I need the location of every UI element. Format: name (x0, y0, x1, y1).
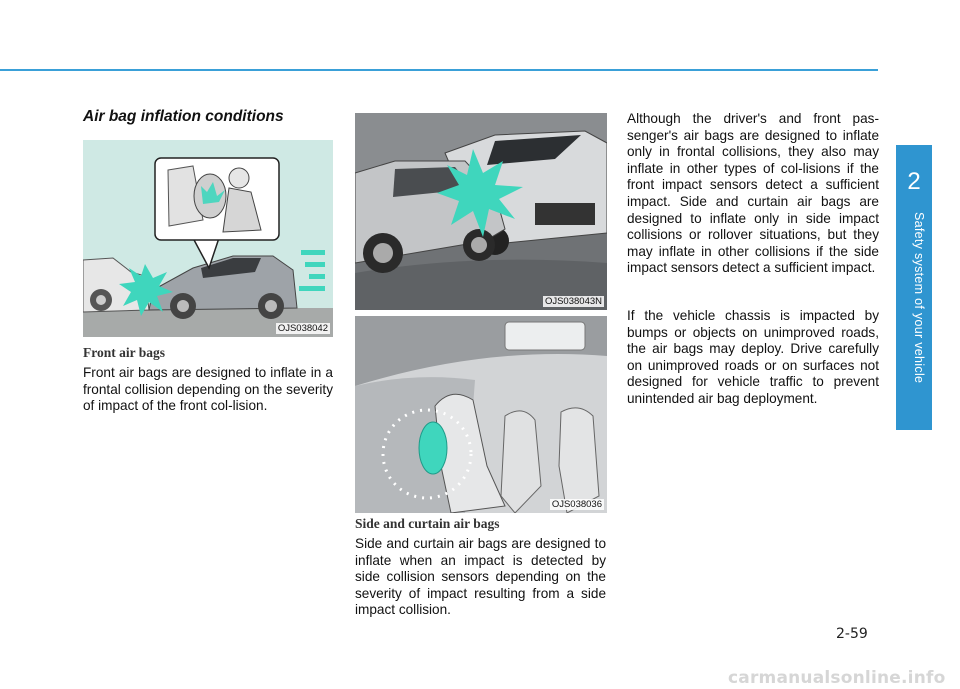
side-curtain-airbags-heading: Side and curtain air bags (355, 516, 500, 531)
side-curtain-airbags-text: Side and curtain air bags are designed to inflate when an impact is detected by side collision sensors depending on the severity of impact resulting from a side impact collision. (355, 536, 606, 618)
collision-types-paragraph: Although the driver's and front pas-senger's air bags are designed to inflate only in frontal collisions, they also may inflate in other types of col-lisions if the front impact sensors detect a sufficient impact. Side and curtain air bags are designed to inflate only in side impact collisions or rollover situations, but they may inflate in other collisions if the side impact sensors detect a sufficient impact. (627, 111, 879, 276)
footer-watermark: carmanualsonline.info (728, 668, 946, 688)
section-title: Air bag inflation conditions (83, 108, 284, 125)
figure-code: OJS038036 (551, 499, 602, 510)
unimproved-roads-paragraph: If the vehicle chassis is impacted by bumps or objects on unimproved roads, the air bags may deploy. Drive carefully on unimproved roads or on surfaces not designed for vehicle traffic to prevent unintended air bag deployment. (627, 308, 879, 406)
side-collision-figure (355, 113, 607, 310)
front-airbags-heading: Front air bags (83, 345, 166, 360)
front-airbags-text: Front air bags are designed to inflate in a frontal collision depending on the severity of impact of the front col-lision. (83, 365, 333, 414)
front-collision-figure (83, 140, 333, 337)
figure-code: OJS038043N (544, 296, 602, 307)
chapter-number: 2 (907, 168, 921, 195)
header-rule (0, 69, 878, 71)
chapter-title: Safety system of your vehicle (912, 212, 926, 384)
figure-code: OJS038042 (277, 323, 328, 334)
interior-airbags-figure (355, 316, 607, 513)
page-number: 2-59 (836, 626, 868, 642)
